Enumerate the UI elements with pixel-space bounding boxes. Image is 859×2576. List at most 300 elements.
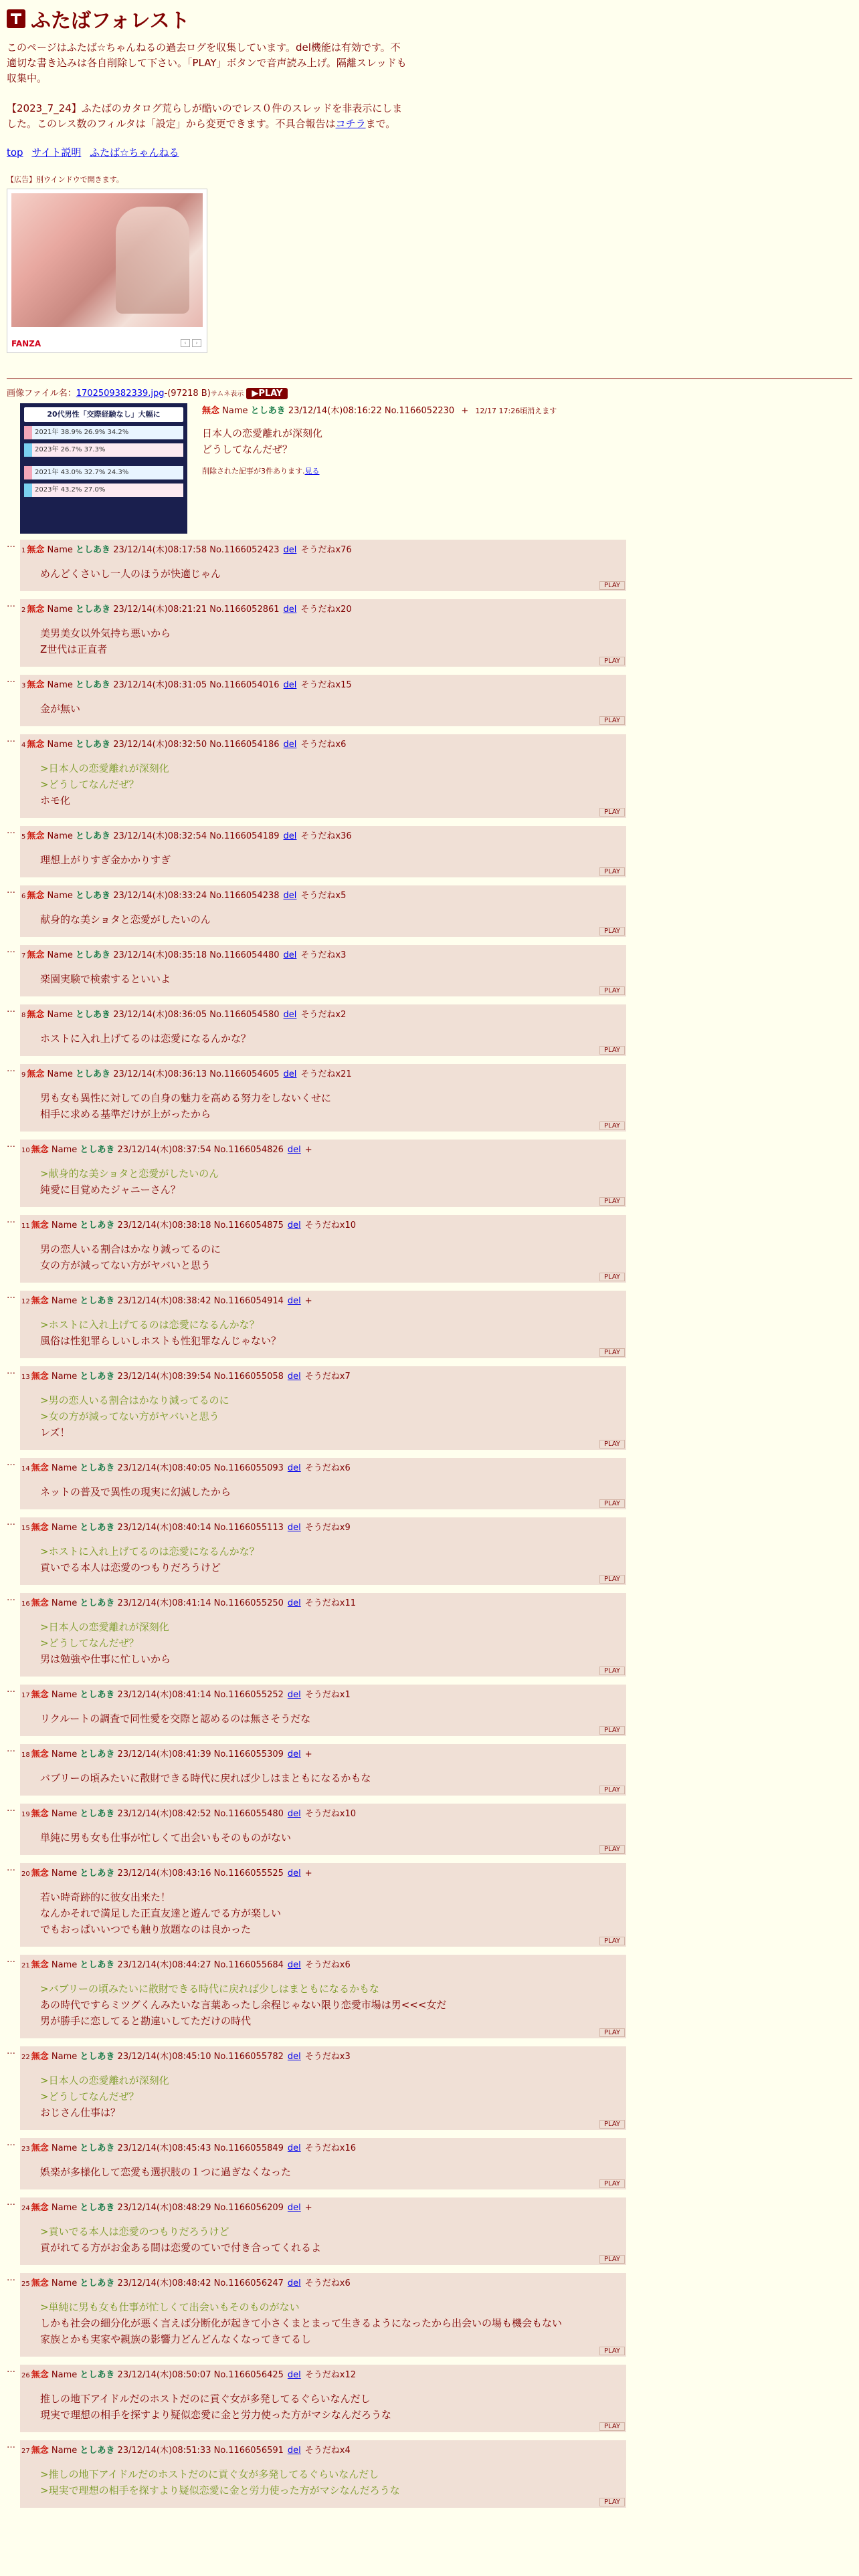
reply-body (40, 2072, 626, 2121)
reply-post (7, 734, 852, 818)
del-link[interactable]: del (283, 740, 297, 750)
sodane-button[interactable]: そうだねx6 (304, 1960, 351, 1970)
reply-box (20, 599, 626, 667)
reply-subject: 無念 (31, 1372, 49, 1382)
op-number: No.1166052230 (384, 406, 455, 416)
reply-index: 5 (21, 833, 26, 841)
reply-body (40, 971, 626, 987)
reply-number: No.1166054875 (213, 1220, 284, 1230)
body-line: 推しの地下アイドルだのホストだのに貢ぐ女が多発してるぐらいなんだし (40, 2393, 371, 2405)
reply-post (7, 1140, 852, 1207)
play-button[interactable]: PLAY (599, 2347, 625, 2355)
thumb-row: 2023年 26.7% 37.3% (24, 443, 183, 457)
del-link[interactable]: del (287, 1690, 301, 1700)
play-button[interactable]: PLAY (599, 1726, 625, 1735)
more-icon[interactable]: … (7, 599, 15, 609)
del-link[interactable]: del (287, 1372, 301, 1382)
reply-post (7, 826, 852, 877)
reply-body (40, 2466, 626, 2498)
reply-index: 3 (21, 682, 26, 689)
sodane-button[interactable]: そうだねx4 (304, 2446, 351, 2456)
reply-post (7, 1804, 852, 1855)
quote-line: >貢いでる本人は恋愛のつもりだろうけど (40, 2226, 229, 2238)
more-icon[interactable]: … (7, 1064, 15, 1074)
reply-post (7, 599, 852, 667)
reply-post (7, 1366, 852, 1450)
quote-line: >現実で理想の相手を探すより疑似恋愛に金と労力使った方がマシなんだろうな (40, 2484, 400, 2496)
name-label: Name (51, 1598, 78, 1608)
thumb-title: 20代男性「交際経験なし」大幅に (24, 407, 183, 422)
reply-index: 17 (21, 1692, 30, 1699)
reply-datetime: 23/12/14(木)08:40:14 (117, 1523, 211, 1533)
reply-number: No.1166054914 (213, 1296, 284, 1306)
reply-header (20, 1866, 626, 1879)
del-link[interactable]: del (287, 1145, 301, 1155)
reply-name: としあき (76, 1069, 111, 1079)
play-button[interactable]: PLAY (599, 1499, 625, 1508)
reply-header (20, 829, 626, 841)
reply-body (40, 1484, 626, 1500)
sodane-button[interactable]: そうだねx12 (304, 2370, 357, 2380)
reply-name: としあき (76, 605, 111, 615)
reply-post (7, 945, 852, 996)
sodane-button[interactable]: そうだねx1 (304, 1690, 351, 1700)
del-link[interactable]: del (287, 1463, 301, 1473)
reply-name: としあき (80, 2052, 115, 2062)
op-plus[interactable]: + (461, 406, 469, 416)
name-label: Name (51, 1372, 78, 1382)
reply-header (20, 1596, 626, 1608)
report-link[interactable]: コチラ (335, 118, 366, 130)
ad-image[interactable] (11, 193, 203, 327)
reply-number: No.1166054605 (209, 1069, 280, 1079)
del-link[interactable]: del (287, 2370, 301, 2380)
play-button[interactable]: PLAY (599, 2179, 625, 2188)
logo-icon (7, 9, 25, 28)
ad-label: 【広告】別ウインドウで開きます。 (7, 175, 124, 184)
play-button[interactable]: PLAY (599, 867, 625, 876)
reply-name: としあき (80, 1868, 115, 1879)
reply-index: 18 (21, 1751, 30, 1759)
next-arrow-icon[interactable]: › (192, 339, 201, 347)
reply-subject: 無念 (27, 740, 45, 750)
reply-post (7, 2046, 852, 2130)
more-icon[interactable]: … (7, 1458, 15, 1468)
name-label: Name (51, 1523, 78, 1533)
del-link[interactable]: del (283, 545, 297, 555)
del-link[interactable]: del (283, 680, 297, 690)
sodane-button[interactable]: そうだねx9 (304, 1523, 351, 1533)
play-button[interactable]: PLAY (599, 2498, 625, 2506)
reply-number: No.1166054480 (209, 950, 280, 960)
reply-index: 24 (21, 2205, 30, 2212)
reply-name: としあき (80, 1296, 115, 1306)
play-button[interactable]: PLAY (599, 1786, 625, 1794)
del-link[interactable]: del (287, 2143, 301, 2153)
body-line: 女の方が減ってない方がヤバいと思う (40, 1259, 211, 1271)
sodane-button[interactable]: そうだねx16 (304, 2143, 357, 2153)
reply-post (7, 540, 852, 591)
body-line: レズ！ (40, 1426, 70, 1438)
reply-post (7, 1863, 852, 1947)
play-button[interactable]: PLAY (599, 927, 625, 936)
name-label: Name (47, 950, 73, 960)
reply-datetime: 23/12/14(木)08:42:52 (117, 1809, 211, 1819)
del-link[interactable]: del (287, 1296, 301, 1306)
play-button[interactable]: PLAY (599, 1440, 625, 1448)
sodane-button[interactable]: そうだねx20 (300, 605, 352, 615)
more-icon[interactable]: … (7, 1685, 15, 1695)
body-line: 単純に男も女も仕事が忙しくて出会いもそのものがない (40, 1832, 292, 1844)
more-icon[interactable]: … (7, 540, 15, 550)
body-line: ホモ化 (40, 794, 71, 807)
reply-name: としあき (80, 1523, 115, 1533)
more-icon[interactable]: … (7, 1140, 15, 1150)
op-file-link[interactable]: 1702509382339.jpg (76, 389, 165, 399)
sodane-button[interactable]: そうだねx36 (300, 831, 352, 841)
show-deleted-link[interactable]: 見る (304, 467, 320, 475)
play-button[interactable]: PLAY (599, 1575, 625, 1584)
del-link[interactable]: del (287, 1749, 301, 1759)
plus-button[interactable]: + (304, 1296, 312, 1306)
op-play-button[interactable]: ▶PLAY (246, 388, 288, 399)
more-icon[interactable]: … (7, 1215, 15, 1225)
sodane-button[interactable]: そうだねx5 (300, 891, 347, 901)
sodane-button[interactable]: そうだねx6 (304, 2278, 351, 2288)
del-link[interactable]: del (283, 1010, 297, 1020)
reply-index: 16 (21, 1600, 30, 1608)
more-icon[interactable]: … (7, 1517, 15, 1527)
more-icon[interactable]: … (7, 734, 15, 744)
sodane-button[interactable]: そうだねx7 (304, 1372, 351, 1382)
more-icon[interactable]: … (7, 675, 15, 685)
reply-name: としあき (80, 2203, 115, 2213)
reply-body (40, 2299, 626, 2347)
reply-subject: 無念 (31, 2370, 49, 2380)
more-icon[interactable]: … (7, 2197, 15, 2208)
plus-button[interactable]: + (304, 1868, 312, 1879)
reply-name: としあき (76, 545, 111, 555)
reply-datetime: 23/12/14(木)08:36:13 (113, 1069, 207, 1079)
reply-name: としあき (80, 1463, 115, 1473)
more-icon[interactable]: … (7, 2440, 15, 2450)
body-line: 純愛に目覚めたジャニーさん？ (40, 1184, 181, 1196)
reply-subject: 無念 (31, 2052, 49, 2062)
reply-number: No.1166055782 (213, 2052, 284, 2062)
quote-line: >日本人の恋愛離れが深刻化 (40, 1621, 169, 1633)
reply-box (20, 1140, 626, 1207)
body-line: でもおっぱいいつでも触り放題なのは良かった (40, 1923, 252, 1935)
del-link[interactable]: del (283, 891, 297, 901)
name-label: Name (47, 545, 73, 555)
play-button[interactable]: PLAY (599, 2422, 625, 2431)
reply-box (20, 2138, 626, 2189)
reply-box (20, 2046, 626, 2130)
site-description (7, 40, 852, 132)
reply-number: No.1166055684 (213, 1960, 284, 1970)
body-line: 家族とかも実家や親族の影響力どんどんなくなってきてるし (40, 2333, 312, 2345)
reply-header (20, 948, 626, 960)
reply-index: 27 (21, 2448, 30, 2455)
more-icon[interactable]: … (7, 1593, 15, 1603)
del-link[interactable]: del (283, 1069, 297, 1079)
name-label: Name (51, 1296, 78, 1306)
reply-number: No.1166055252 (213, 1690, 284, 1700)
reply-subject: 無念 (31, 1523, 49, 1533)
op-text: 日本人の恋愛離れが深刻化 どうしてなんだぜ？ (202, 427, 323, 455)
reply-datetime: 23/12/14(木)08:41:39 (117, 1749, 211, 1759)
body-line: 男は勉強や仕事に忙しいから (40, 1653, 171, 1665)
reply-box (20, 1804, 626, 1855)
body-line: あの時代ですらミツグくんみたいな言葉あったし余程じゃない限り恋愛市場は男<<<女だ (40, 1999, 447, 2011)
more-icon[interactable]: … (7, 826, 15, 836)
reply-body (40, 701, 626, 717)
reply-box (20, 540, 626, 591)
reply-number: No.1166055849 (213, 2143, 284, 2153)
play-button[interactable]: PLAY (599, 1348, 625, 1357)
plus-button[interactable]: + (304, 1749, 312, 1759)
reply-datetime: 23/12/14(木)08:51:33 (117, 2446, 211, 2456)
reply-index: 8 (21, 1012, 26, 1019)
del-link[interactable]: del (287, 2278, 301, 2288)
reply-body (40, 760, 626, 809)
body-line: 献身的な美ショタと恋愛がしたいのん (40, 914, 211, 926)
reply-datetime: 23/12/14(木)08:21:21 (113, 605, 207, 615)
name-label: Name (47, 831, 73, 841)
reply-header (20, 1520, 626, 1533)
reply-name: としあき (76, 831, 111, 841)
quote-line: >どうしてなんだぜ？ (40, 2090, 139, 2103)
reply-body (40, 2164, 626, 2180)
more-icon[interactable]: … (7, 1955, 15, 1965)
sodane-button[interactable]: そうだねx6 (300, 740, 347, 750)
more-icon[interactable]: … (7, 1863, 15, 1873)
play-button[interactable]: PLAY (599, 581, 625, 590)
play-button[interactable]: PLAY (599, 657, 625, 665)
del-link[interactable]: del (287, 1598, 301, 1608)
body-line: 男も女も異性に対しての自身の魅力を高める努力をしないくせに (40, 1092, 332, 1104)
more-icon[interactable]: … (7, 885, 15, 895)
play-button[interactable]: PLAY (599, 2120, 625, 2129)
reply-name: としあき (76, 891, 111, 901)
more-icon[interactable]: … (7, 1366, 15, 1376)
reply-header (20, 1007, 626, 1020)
reply-header (20, 2200, 626, 2213)
del-link[interactable]: del (287, 1868, 301, 1879)
more-icon[interactable]: … (7, 2046, 15, 2056)
body-line: 相手に求める基準だけが上がったから (40, 1108, 211, 1120)
name-label: Name (47, 1010, 73, 1020)
ad-banner[interactable] (7, 189, 207, 353)
del-link[interactable]: del (287, 1809, 301, 1819)
play-button[interactable]: PLAY (599, 808, 625, 817)
body-line: 現実で理想の相手を探すより疑似恋愛に金と労力使った方がマシなんだろうな (40, 2409, 392, 2421)
reply-name: としあき (76, 950, 111, 960)
play-button[interactable]: PLAY (599, 1046, 625, 1055)
play-button[interactable]: PLAY (599, 986, 625, 995)
reply-name: としあき (80, 2446, 115, 2456)
reply-post (7, 2138, 852, 2189)
ad-brand-logo: FANZA (11, 339, 41, 348)
play-button[interactable]: PLAY (599, 2028, 625, 2037)
reply-post (7, 1955, 852, 2038)
reply-datetime: 23/12/14(木)08:45:10 (117, 2052, 211, 2062)
reply-datetime: 23/12/14(木)08:31:05 (113, 680, 207, 690)
sodane-button[interactable]: そうだねx3 (304, 2052, 351, 2062)
reply-name: としあき (80, 2278, 115, 2288)
body-line: 貢いでる本人は恋愛のつもりだろうけど (40, 1562, 221, 1574)
play-button[interactable]: PLAY (599, 1121, 625, 1130)
more-icon[interactable]: … (7, 945, 15, 955)
reply-box (20, 1458, 626, 1509)
nav-top-link[interactable]: top (7, 146, 23, 158)
op-datetime: 23/12/14(木)08:16:22 (288, 406, 382, 416)
reply-index: 4 (21, 742, 26, 749)
reply-header (20, 677, 626, 690)
reply-header (20, 1747, 626, 1759)
reply-number: No.1166055093 (213, 1463, 284, 1473)
more-icon[interactable]: … (7, 2273, 15, 2283)
reply-subject: 無念 (31, 1809, 49, 1819)
reply-number: No.1166055250 (213, 1598, 284, 1608)
reply-datetime: 23/12/14(木)08:38:18 (117, 1220, 211, 1230)
play-button[interactable]: PLAY (599, 1273, 625, 1281)
reply-box (20, 1744, 626, 1796)
op-thumbnail[interactable] (20, 403, 187, 534)
play-button[interactable]: PLAY (599, 1937, 625, 1945)
reply-name: としあき (80, 1220, 115, 1230)
reply-datetime: 23/12/14(木)08:48:42 (117, 2278, 211, 2288)
del-link[interactable]: del (287, 2446, 301, 2456)
reply-datetime: 23/12/14(木)08:32:50 (113, 740, 207, 750)
del-link[interactable]: del (287, 1523, 301, 1533)
reply-index: 25 (21, 2280, 30, 2288)
reply-box (20, 1366, 626, 1450)
reply-datetime: 23/12/14(木)08:40:05 (117, 1463, 211, 1473)
reply-body (40, 2391, 626, 2423)
sodane-button[interactable]: そうだねx3 (300, 950, 347, 960)
name-label: Name (51, 1960, 78, 1970)
reply-body (40, 911, 626, 928)
del-link[interactable]: del (283, 605, 297, 615)
reply-post (7, 1064, 852, 1132)
play-button[interactable]: PLAY (599, 1845, 625, 1854)
reply-name: としあき (80, 1749, 115, 1759)
more-icon[interactable]: … (7, 1291, 15, 1301)
sodane-button[interactable]: そうだねx2 (300, 1010, 347, 1020)
reply-index: 9 (21, 1071, 26, 1079)
more-icon[interactable]: … (7, 2365, 15, 2375)
quote-line: >どうしてなんだぜ？ (40, 1637, 139, 1649)
nav-about-link[interactable]: サイト説明 (31, 146, 82, 158)
reply-number: No.1166055480 (213, 1809, 284, 1819)
del-link[interactable]: del (287, 2052, 301, 2062)
reply-subject: 無念 (31, 1749, 49, 1759)
reply-body (40, 1241, 626, 1273)
del-link[interactable]: del (287, 1960, 301, 1970)
op-subject: 無念 (202, 406, 220, 416)
sodane-button[interactable]: そうだねx21 (300, 1069, 352, 1079)
reply-index: 11 (21, 1222, 30, 1230)
sodane-button[interactable]: そうだねx76 (300, 545, 352, 555)
sodane-button[interactable]: そうだねx15 (300, 680, 352, 690)
op-file-info: 画像ファイル名：1702509382339.jpg-(97218 B)サムネ表示 ▶PLAY (7, 386, 852, 399)
more-icon[interactable]: … (7, 2138, 15, 2148)
name-label: Name (51, 2370, 78, 2380)
notice-update: 【2023_7_24】ふたばのカタログ荒らしが酷いのでレス０件のスレッドを非表示にしました。このレス数のフィルタは「設定」から変更できます。不具合報告はコチラまで。 (7, 102, 403, 130)
play-button[interactable]: PLAY (599, 2255, 625, 2264)
reply-name: としあき (80, 2370, 115, 2380)
plus-button[interactable]: + (304, 1145, 312, 1155)
reply-subject: 無念 (31, 1220, 49, 1230)
name-label: Name (51, 1145, 78, 1155)
play-button[interactable]: PLAY (599, 1667, 625, 1675)
site-header (7, 4, 852, 33)
del-link[interactable]: del (283, 831, 297, 841)
reply-header (20, 2141, 626, 2153)
sodane-button[interactable]: そうだねx6 (304, 1463, 351, 1473)
reply-index: 7 (21, 952, 26, 960)
prev-arrow-icon[interactable]: ‹ (181, 339, 190, 347)
reply-name: としあき (76, 1010, 111, 1020)
reply-number: No.1166056247 (213, 2278, 284, 2288)
reply-datetime: 23/12/14(木)08:38:42 (117, 1296, 211, 1306)
del-link[interactable]: del (283, 950, 297, 960)
more-icon[interactable]: … (7, 1744, 15, 1754)
more-icon[interactable]: … (7, 1004, 15, 1014)
reply-post (7, 2365, 852, 2432)
play-button[interactable]: PLAY (599, 716, 625, 725)
sodane-button[interactable]: そうだねx11 (304, 1598, 357, 1608)
sodane-button[interactable]: そうだねx10 (304, 1809, 357, 1819)
reply-datetime: 23/12/14(木)08:45:43 (117, 2143, 211, 2153)
reply-datetime: 23/12/14(木)08:35:18 (113, 950, 207, 960)
reply-header (20, 1957, 626, 1970)
reply-header (20, 1218, 626, 1230)
sodane-button[interactable]: そうだねx10 (304, 1220, 357, 1230)
name-label: Name (51, 1809, 78, 1819)
reply-number: No.1166054580 (209, 1010, 280, 1020)
reply-index: 20 (21, 1870, 30, 1878)
reply-index: 6 (21, 893, 26, 900)
reply-box (20, 1215, 626, 1283)
reply-body (40, 1619, 626, 1667)
reply-header (20, 1687, 626, 1700)
site-title: ふたばフォレスト (31, 9, 190, 33)
reply-index: 22 (21, 2054, 30, 2061)
reply-datetime: 23/12/14(木)08:32:54 (113, 831, 207, 841)
reply-body (40, 1830, 626, 1846)
more-icon[interactable]: … (7, 1804, 15, 1814)
name-label: Name (51, 2278, 78, 2288)
reply-datetime: 23/12/14(木)08:33:24 (113, 891, 207, 901)
del-link[interactable]: del (287, 2203, 301, 2213)
reply-datetime: 23/12/14(木)08:37:54 (117, 1145, 211, 1155)
reply-index: 15 (21, 1525, 30, 1532)
del-link[interactable]: del (287, 1220, 301, 1230)
reply-post (7, 1291, 852, 1358)
reply-number: No.1166054189 (209, 831, 280, 841)
quote-line: >男の恋人いる割合はかなり減ってるのに (40, 1394, 229, 1406)
reply-header (20, 1369, 626, 1382)
plus-button[interactable]: + (304, 2203, 312, 2213)
reply-subject: 無念 (27, 1010, 45, 1020)
reply-datetime: 23/12/14(木)08:50:07 (117, 2370, 211, 2380)
nav-futaba-link[interactable]: ふたば☆ちゃんねる (90, 146, 179, 158)
reply-body (40, 1981, 626, 2029)
reply-subject: 無念 (27, 545, 45, 555)
play-button[interactable]: PLAY (599, 1197, 625, 1206)
